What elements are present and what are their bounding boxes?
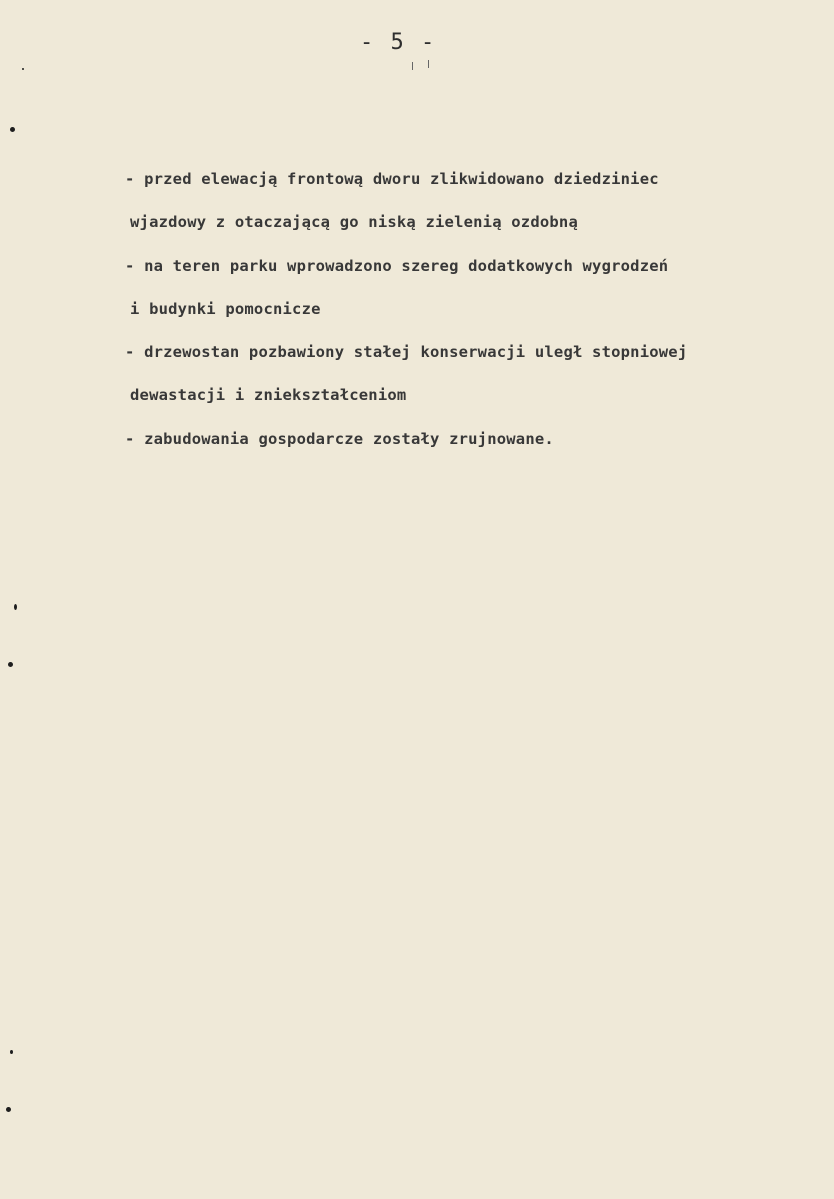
item-2-line-1: - na teren parku wprowadzono szereg dodatkowych wygrodzeń xyxy=(125,257,669,275)
item-1-line-1: - przed elewacją frontową dworu zlikwidowano dziedziniec xyxy=(125,170,659,188)
paper-speck xyxy=(6,1107,11,1112)
item-4-line-1: - zabudowania gospodarcze zostały zrujnowane. xyxy=(125,430,554,448)
paper-speck xyxy=(8,662,13,667)
paper-mark xyxy=(428,60,429,68)
paper-speck xyxy=(10,127,15,132)
item-2-line-2: i budynki pomocnicze xyxy=(130,300,321,318)
paper-mark xyxy=(412,62,413,70)
item-3-line-2: dewastacji i zniekształceniom xyxy=(130,386,407,404)
item-3-line-1: - drzewostan pozbawiony stałej konserwacji uległ stopniowej xyxy=(125,343,688,361)
item-1-line-2: wjazdowy z otaczającą go niską zielenią ozdobną xyxy=(130,213,578,231)
page-number: - 5 - xyxy=(360,30,437,55)
paper-speck xyxy=(14,604,17,610)
paper-speck xyxy=(22,68,24,70)
paper-speck xyxy=(10,1050,13,1054)
